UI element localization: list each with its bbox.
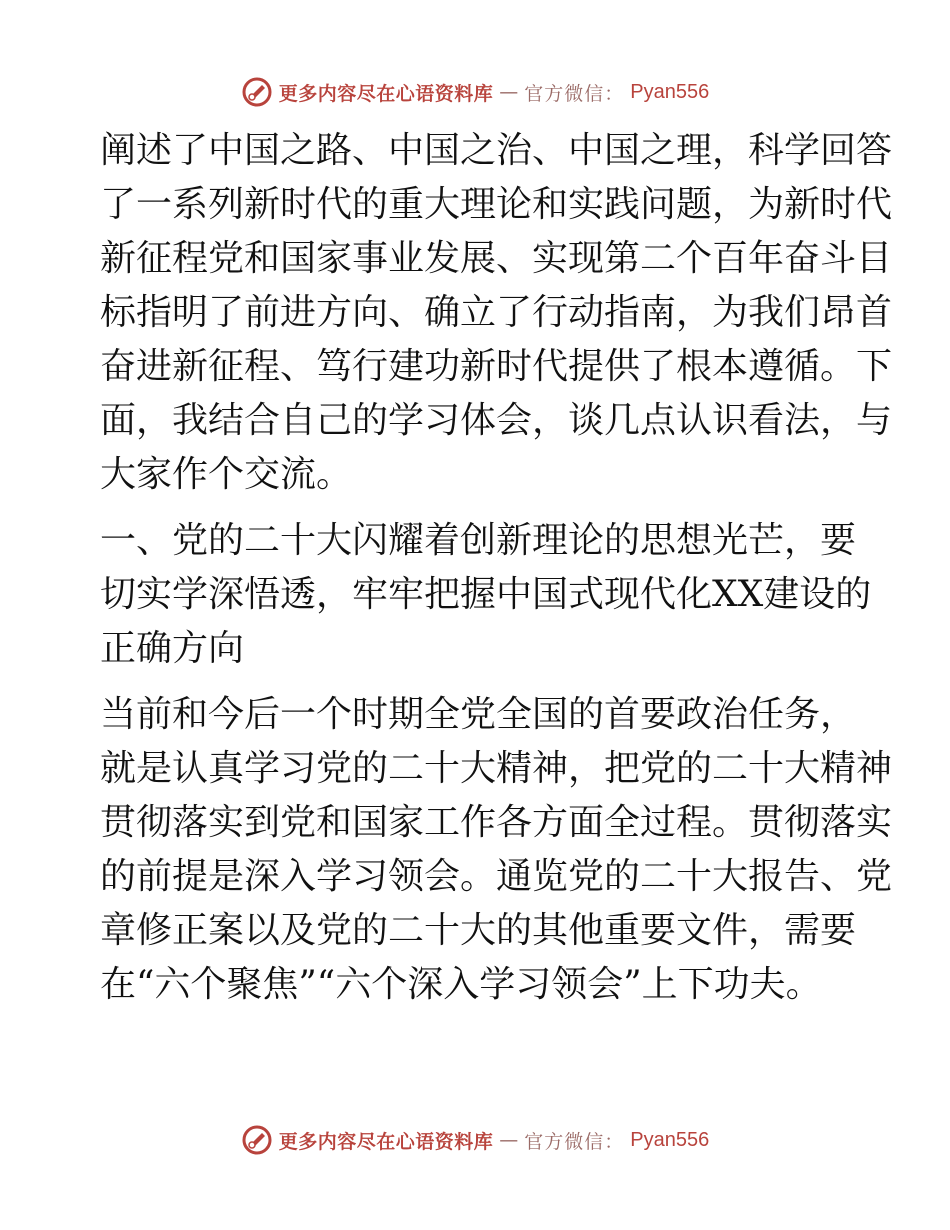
text-line: 贯彻落实到党和国家工作各方面全过程。贯彻落实: [100, 802, 893, 843]
text-line: 大家作个交流。: [100, 454, 353, 495]
watermark-official-label: 官方微信：: [524, 82, 625, 105]
text-line: 的前提是深入学习领会。通览党的二十大报告、党: [100, 856, 893, 897]
watermark-dash: —: [499, 81, 519, 103]
footer-watermark: [0, 1120, 950, 1160]
text-line: 正确方向: [100, 628, 245, 669]
watermark-text: 更多内容尽在心语资料库: [278, 82, 494, 105]
watermark-dash: —: [499, 1129, 519, 1151]
text-line: 就是认真学习党的二十大精神，把党的二十大精神: [100, 748, 893, 789]
watermark-wechat-id: Pyan556: [630, 80, 710, 103]
brand-logo-icon: [241, 1124, 273, 1156]
text-line: 了一系列新时代的重大理论和实践问题，为新时代: [100, 184, 893, 225]
document-body: [100, 124, 893, 1012]
text-line: 新征程党和国家事业发展、实现第二个百年奋斗目: [100, 238, 893, 279]
watermark-official-label: 官方微信：: [524, 1130, 625, 1153]
header-watermark: [0, 72, 950, 112]
text-line: 一、党的二十大闪耀着创新理论的思想光芒，要: [100, 520, 857, 561]
brand-logo-icon: [241, 76, 273, 108]
text-line: 标指明了前进方向、确立了行动指南，为我们昂首: [100, 292, 893, 333]
paragraph: [100, 688, 893, 1012]
text-line: 章修正案以及党的二十大的其他重要文件，需要: [100, 910, 857, 951]
watermark-wechat-id: Pyan556: [630, 1128, 710, 1151]
text-line: 面，我结合自己的学习体会，谈几点认识看法，与: [100, 400, 893, 441]
text-line: 在“六个聚焦”“六个深入学习领会”上下功夫。: [100, 964, 822, 1005]
section-heading: [100, 514, 872, 676]
paragraph: [100, 124, 893, 502]
text-line: 当前和今后一个时期全党全国的首要政治任务，: [100, 694, 857, 735]
text-line: 阐述了中国之路、中国之治、中国之理，科学回答: [100, 130, 893, 171]
watermark-text: 更多内容尽在心语资料库: [278, 1130, 494, 1153]
text-line: 切实学深悟透，牢牢把握中国式现代化XX建设的: [100, 574, 872, 615]
text-line: 奋进新征程、笃行建功新时代提供了根本遵循。下: [100, 346, 893, 387]
